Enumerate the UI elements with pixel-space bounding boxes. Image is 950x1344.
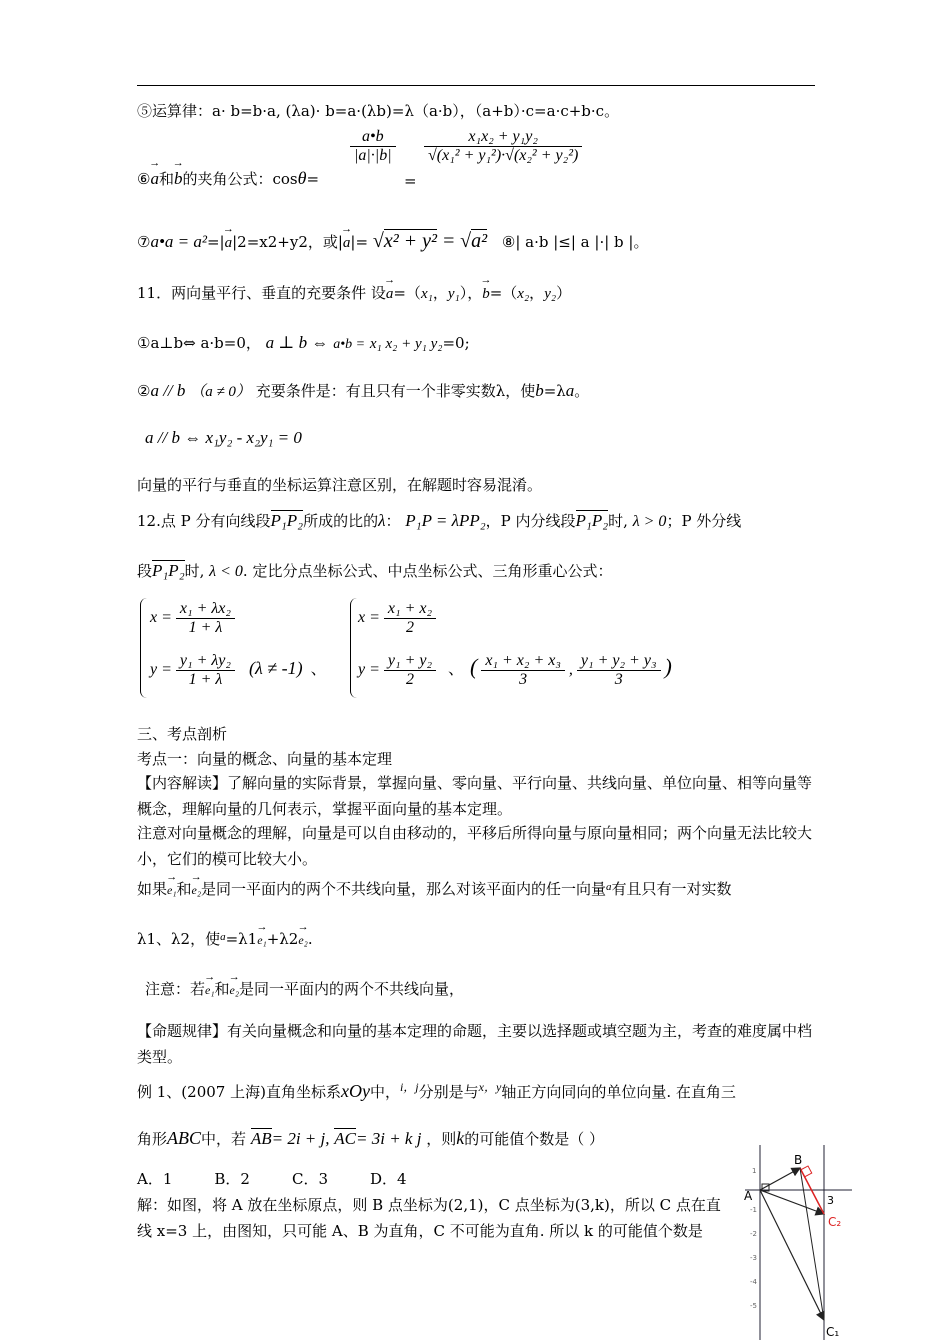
- note-parallel-perpendicular: 向量的平行与垂直的坐标运算注意区别，在解题时容易混淆。: [137, 476, 543, 494]
- section-x-formula: x = $\frac{\text{x₁ + λx₂}}{1 + \lambda}$: [150, 600, 235, 637]
- solution-line2: 线 x=3 上，由图知，只可能 A、B 为直角，C 不可能为直角. 所以 k 的可能值个数是: [137, 1222, 703, 1240]
- tick-m1: -1: [750, 1206, 757, 1214]
- section-y-formula: y = $\frac{\text{y₁ + λy₂}}{1 + \lambda}$ (λ ≠ -1) 、: [150, 652, 327, 688]
- tick-m5: -5: [750, 1302, 757, 1310]
- brace-midpoint-formula: [350, 598, 357, 698]
- section-12-line2: 段P₁P₂时, λ < 0. 定比分点坐标公式、中点坐标公式、三角形重心公式：: [137, 561, 613, 580]
- modulus-line: ⑦a•a = a²=|→ a|2=x2+y2，或|→ a|= √x² + y² = √a² ⑧| a·b |≤| a |·| b |。: [137, 230, 648, 253]
- angle-formula-frac2: $\frac{\text{x₁x₂ + y₁y₂}}{\text{√(x₁² + y₁²)·√(x₂² + y₂²)}}$: [424, 128, 582, 165]
- solution-line1: 解：如图，将 A 放在坐标原点，则 B 点坐标为(2,1)，C 点坐标为(3,k)，所以 C 点在直: [137, 1196, 721, 1214]
- tick-m3: -3: [750, 1254, 757, 1262]
- section-12-line1: 12.点 P 分有向线段P₁P₂所成的比的λ： P₁P = λPP₂，P 内分线段P₁P₂时, λ > 0；P 外分线: [137, 511, 742, 530]
- law-line: ⑤运算律：a· b=b·a, (λa)· b=a·(λb)=λ（a·b），（a+b）·c=a·c+b·c。: [137, 102, 620, 120]
- label-c2: C₂: [828, 1215, 842, 1229]
- parallel-condition: ②a // b （a ≠ 0） 充要条件是：有且只有一个非零实数λ，使b=λa。: [137, 381, 590, 400]
- section-11-title: 11．两向量平行、垂直的充要条件 设→ a=（x₁，y₁），→ b=（x₂，y₂）: [137, 282, 571, 303]
- example-1-line2: 角形ABC中，若 AB= 2i + j, AC= 3i + k j ，则k的可能值个数是（ ）: [137, 1128, 605, 1148]
- content-reading-paragraph: 【内容解读】了解向量的实际背景，掌握向量、零向量、平行向量、共线向量、单位向量、相等向量等概念，理解向量的几何表示，掌握平面向量的基本定理。: [137, 774, 813, 818]
- basis-theorem-line2: λ1、λ2，使$^a$=λ1→ e₁+λ2→ e₂.: [137, 928, 313, 949]
- angle-formula-label: ⑥→ a和→ b的夹角公式：cosθ=: [137, 168, 319, 189]
- header-rule: [137, 85, 815, 86]
- label-a: A: [744, 1189, 753, 1203]
- label-3: 3: [827, 1194, 834, 1207]
- tick-m4: -4: [750, 1278, 757, 1286]
- label-c1: C₁: [826, 1325, 840, 1339]
- label-b: B: [794, 1153, 803, 1167]
- equals-sign: =: [404, 172, 417, 190]
- concept-note-paragraph: 注意对向量概念的理解，向量是可以自由移动的，平移后所得向量与原向量相同；两个向量无法比较大小，它们的模可比较大小。: [137, 824, 813, 868]
- tick-1: 1: [752, 1167, 757, 1175]
- choices: A．1 B．2 C．3 D．4: [137, 1170, 407, 1188]
- midpoint-x-formula: x = $\frac{\text{x₁ + x₂}}{2}$: [358, 600, 436, 637]
- vector-ab: [760, 1168, 800, 1190]
- question-pattern-paragraph: 【命题规律】有关向量概念和向量的基本定理的命题，主要以选择题或填空题为主，考查的难度属中档类型。: [137, 1022, 813, 1066]
- centroid-formula: ( $\frac{\text{x₁ + x₂ + x₃}}{3}$ , $\frac{\text{y₁ + y₂ + y₃}}{3}$ ): [470, 652, 672, 688]
- parallel-coordinate-condition: a // b ⇔ x₁y₂ - x₂y₁ = 0: [145, 428, 302, 447]
- brace-section-formula: [140, 598, 147, 698]
- basis-note: 注意：若→ e₁和→ e₂是同一平面内的两个不共线向量，: [145, 978, 464, 999]
- triangle-figure: [740, 1140, 860, 1340]
- example-1-line1: 例 1、(2007 上海)直角坐标系xOy中，$^{i,j}$分别是与$^{x,y}$轴正方向同向的单位向量. 在直角三: [137, 1080, 736, 1101]
- basis-theorem-line1: 如果→ e₁和→ e₂是同一平面内的两个不共线向量，那么对该平面内的任一向量$^a$有且只有一对实数: [137, 878, 732, 899]
- angle-formula-frac1: $\frac{a•b}{|a|\cdot|b|}$: [350, 128, 396, 165]
- midpoint-y-formula: y = $\frac{\text{y₁ + y₂}}{2}$ 、: [358, 652, 465, 688]
- section-3-heading: 三、考点剖析: [137, 725, 228, 743]
- topic-1-heading: 考点一：向量的概念、向量的基本定理: [137, 750, 393, 768]
- tick-m2: -2: [750, 1230, 757, 1238]
- vector-ac1: [760, 1190, 824, 1320]
- perpendicular-condition: ①a⊥b⇔ a·b=0， a ⊥ b ⇔ a•b = x₁ x₂ + y₁ y₂=0;: [137, 333, 470, 352]
